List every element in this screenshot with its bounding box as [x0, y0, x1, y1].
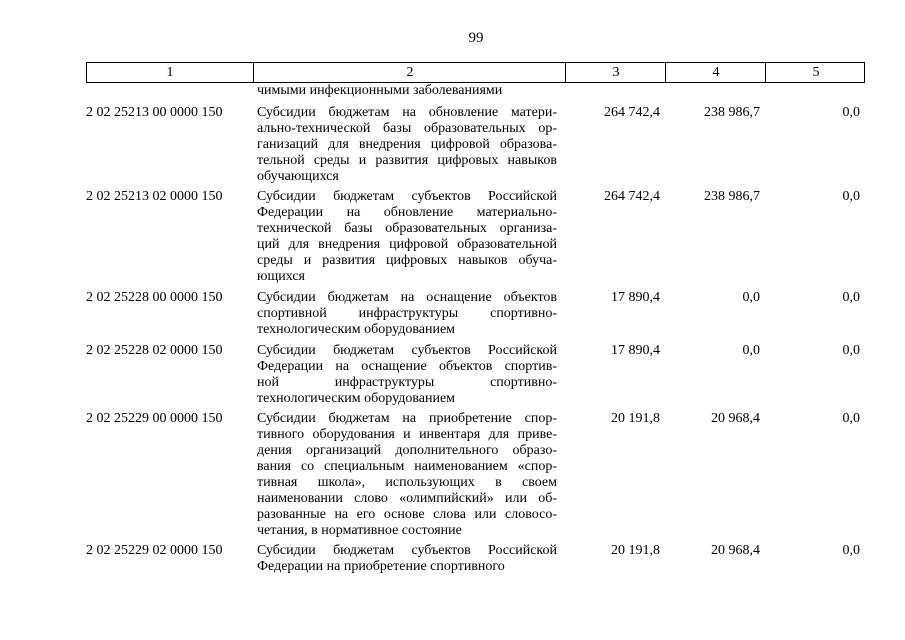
description-line: дения организаций дополнительного образо- [257, 443, 557, 458]
table-header [86, 62, 865, 83]
description-line: ющихся [257, 269, 305, 284]
description-line: технологическим оборудованием [257, 322, 456, 337]
description-line: Субсидии бюджетам субъектов Российской [257, 543, 557, 558]
description-line: ганизаций для внедрения цифровой образова- [257, 137, 557, 152]
description-line: тивного оборудования и инвентаря для приве- [257, 427, 557, 442]
description-line: ной инфраструктуры спортивно- [257, 375, 557, 390]
row-value-col3: 20 191,8 [611, 411, 660, 426]
description-line: тивная школа», использующих в своем [257, 475, 557, 490]
row-code: 2 02 25229 02 0000 150 [86, 543, 223, 558]
description-line: наименовании слово «олимпийский» или об- [257, 491, 557, 506]
row-value-col4: 0,0 [742, 290, 760, 305]
row-value-col4: 238 986,7 [704, 105, 760, 120]
description-line: Субсидии бюджетам субъектов Российской [257, 343, 557, 358]
description-line: ций для внедрения цифровой образовательной [257, 237, 557, 252]
row-value-col3: 17 890,4 [611, 343, 660, 358]
description-line: разованные на его основе слова или словосо- [257, 507, 557, 522]
row-code: 2 02 25228 02 0000 150 [86, 343, 223, 358]
row-description [257, 343, 557, 407]
row-code: 2 02 25213 00 0000 150 [86, 105, 223, 120]
row-value-col5: 0,0 [842, 543, 860, 558]
description-line: Федерации на приобретение спортивного [257, 559, 505, 574]
row-value-col3: 264 742,4 [604, 105, 660, 120]
row-value-col4: 20 968,4 [711, 411, 760, 426]
carry-over-text: чимыми инфекционными заболеваниями [257, 83, 503, 98]
row-value-col3: 264 742,4 [604, 189, 660, 204]
header-col-4: 4 [665, 63, 766, 82]
row-code: 2 02 25229 00 0000 150 [86, 411, 223, 426]
row-value-col5: 0,0 [842, 411, 860, 426]
row-value-col4: 0,0 [742, 343, 760, 358]
description-line: Субсидии бюджетам субъектов Российской [257, 189, 557, 204]
header-col-5: 5 [765, 63, 866, 82]
row-code: 2 02 25228 00 0000 150 [86, 290, 223, 305]
row-description [257, 290, 557, 338]
description-line: обучающихся [257, 169, 339, 184]
description-line: технической базы образовательных организа- [257, 221, 557, 236]
row-description [257, 543, 557, 575]
header-col-3: 3 [565, 63, 666, 82]
row-value-col3: 20 191,8 [611, 543, 660, 558]
row-value-col5: 0,0 [842, 290, 860, 305]
header-col-1: 1 [166, 65, 174, 80]
row-value-col5: 0,0 [842, 105, 860, 120]
header-col-2: 2 [253, 63, 566, 82]
description-line: спортивной инфраструктуры спортивно- [257, 306, 557, 321]
description-line: Субсидии бюджетам на оснащение объектов [257, 290, 557, 305]
description-line: Субсидии бюджетам на приобретение спор- [257, 411, 557, 426]
description-line: вания со специальным наименованием «спор- [257, 459, 557, 474]
row-description [257, 411, 557, 539]
description-line: ально-технической базы образовательных ор- [257, 121, 557, 136]
row-value-col4: 20 968,4 [711, 543, 760, 558]
row-value-col4: 238 986,7 [704, 189, 760, 204]
description-line: Федерации на обновление материально- [257, 205, 557, 220]
page-number: 99 [468, 30, 484, 46]
description-line: Субсидии бюджетам на обновление матери- [257, 105, 557, 120]
description-line: четания, в нормативное состояние [257, 523, 462, 538]
row-description [257, 189, 557, 285]
description-line: Федерации на оснащение объектов спортив- [257, 359, 557, 374]
row-value-col5: 0,0 [842, 189, 860, 204]
description-line: среды и развития цифровых навыков обуча- [257, 253, 557, 268]
description-line: технологическим оборудованием [257, 391, 456, 406]
row-value-col5: 0,0 [842, 343, 860, 358]
row-description [257, 105, 557, 185]
row-value-col3: 17 890,4 [611, 290, 660, 305]
row-code: 2 02 25213 02 0000 150 [86, 189, 223, 204]
description-line: тельной среды и развития цифровых навыков [257, 153, 557, 168]
